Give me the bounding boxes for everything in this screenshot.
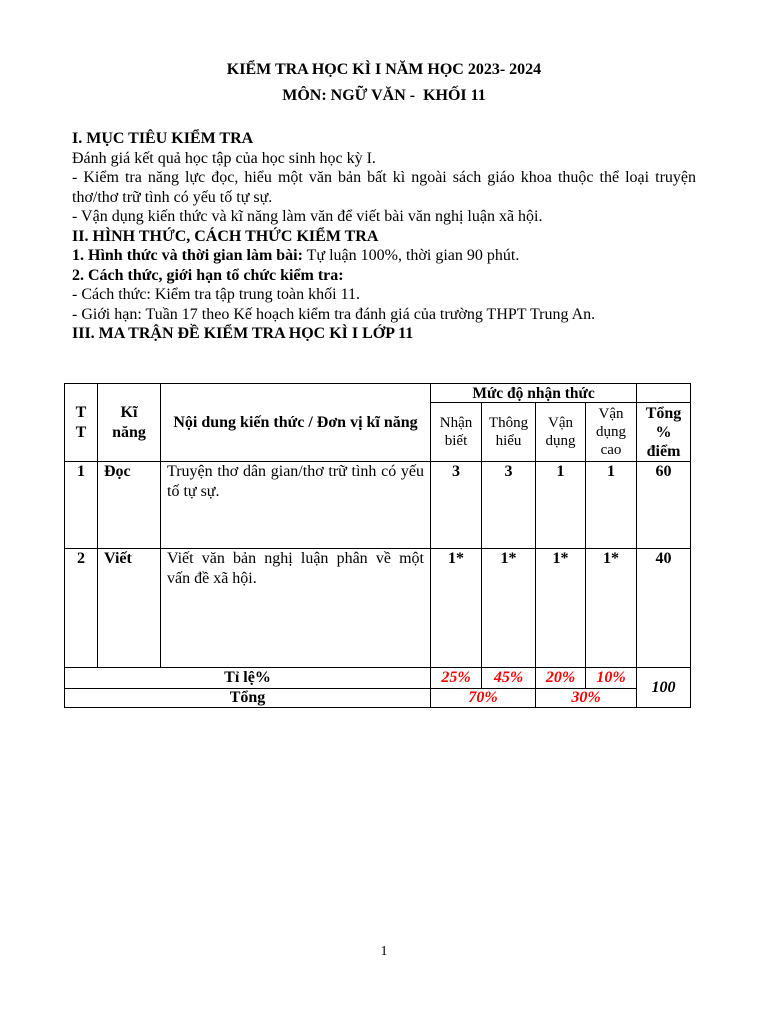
total-label: Tổng [65, 689, 431, 708]
page-number: 1 [380, 944, 388, 959]
exam-matrix-table [64, 383, 691, 708]
header-level-group: Mức độ nhận thức [431, 384, 637, 403]
row-1-total: 60 [637, 462, 691, 549]
header-row-1 [65, 384, 691, 403]
section-2-item-2-line-2: - Giới hạn: Tuần 17 theo Kế hoạch kiểm tra đánh giá của trường THPT Trung An. [72, 305, 596, 323]
row-1-van-dung: 1 [536, 462, 586, 549]
row-2-total: 40 [637, 549, 691, 668]
row-1-tt: 1 [65, 462, 98, 549]
header-total: Tổng % điểm [637, 403, 691, 462]
row-1-nhan-biet: 3 [431, 462, 482, 549]
header-level-nhan-biet: Nhận biết [431, 403, 482, 462]
header-level-van-dung-cao: Vận dụng cao [586, 403, 637, 462]
ratio-thong-hieu: 45% [482, 668, 536, 689]
ratio-van-dung: 20% [536, 668, 586, 689]
row-1-content [161, 462, 431, 549]
header-level-van-dung: Vận dụng [536, 403, 586, 462]
header-skill: Kĩ năng [98, 384, 161, 462]
row-1-content-line-1: Truyện thơ dân gian/thơ trữ tình có yếu [167, 463, 424, 480]
row-1-thong-hieu: 3 [482, 462, 536, 549]
header-empty-cell [637, 384, 691, 403]
section-2-heading: II. HÌNH THỨC, CÁCH THỨC KIỂM TRA [72, 227, 379, 245]
grand-total: 100 [637, 668, 691, 708]
section-2-item-1 [72, 246, 696, 266]
ratio-label: Tỉ lệ% [65, 668, 431, 689]
header-content: Nội dung kiến thức / Đơn vị kĩ năng [161, 384, 431, 462]
total-recognition-understanding: 70% [431, 689, 536, 708]
section-2-item-1-text: Tự luận 100%, thời gian 90 phút. [302, 247, 520, 264]
row-1-skill: Đọc [98, 462, 161, 549]
header-level-thong-hieu: Thông hiểu [482, 403, 536, 462]
table-row [65, 462, 691, 549]
section-2-item-2-label: 2. Cách thức, giới hạn tổ chức kiểm tra: [72, 266, 344, 284]
title-line-2: MÔN: NGỮ VĂN - KHỐI 11 [282, 87, 486, 104]
ratio-nhan-biet: 25% [431, 668, 482, 689]
total-application: 30% [536, 689, 637, 708]
ratio-van-dung-cao: 10% [586, 668, 637, 689]
document-title [0, 57, 768, 109]
table-row [65, 549, 691, 668]
row-1-van-dung-cao: 1 [586, 462, 637, 549]
row-2-thong-hieu: 1* [482, 549, 536, 668]
row-2-content-line-1: Viết văn bản nghị luận phân về một [167, 550, 424, 567]
total-row [65, 689, 691, 708]
section-3-heading: III. MA TRẬN ĐỀ KIỂM TRA HỌC KÌ I LỚP 11 [72, 325, 414, 342]
ratio-row [65, 668, 691, 689]
row-2-content [161, 549, 431, 668]
title-line-1: KIỂM TRA HỌC KÌ I NĂM HỌC 2023- 2024 [226, 61, 542, 78]
row-2-skill: Viết [98, 549, 161, 668]
section-2-item-1-label: 1. Hình thức và thời gian làm bài: [72, 247, 303, 264]
row-2-van-dung: 1* [536, 549, 586, 668]
section-1-line-2: - Kiểm tra năng lực đọc, hiểu một văn bản bất kì ngoài sách giáo khoa thuộc thể loại truyện [72, 169, 696, 186]
row-2-nhan-biet: 1* [431, 549, 482, 668]
section-1-line-4: - Vận dụng kiến thức và kĩ năng làm văn để viết bài văn nghị luận xã hội. [72, 208, 543, 225]
section-1-line-1: Đánh giá kết quả học tập của học sinh học kỳ I. [72, 149, 376, 167]
section-2-item-2-line-1: - Cách thức: Kiểm tra tập trung toàn khối 11. [72, 286, 361, 303]
section-1-heading: I. MỤC TIÊU KIỂM TRA [72, 130, 254, 147]
section-1-line-3: thơ/thơ trữ tình có yếu tố tự sự. [72, 188, 273, 206]
document-body [72, 129, 696, 344]
row-2-tt: 2 [65, 549, 98, 668]
header-tt: TT [65, 384, 98, 462]
row-2-van-dung-cao: 1* [586, 549, 637, 668]
row-1-content-line-2: tố tự sự. [167, 483, 220, 500]
row-2-content-line-2: vấn đề xã hội. [167, 570, 257, 587]
